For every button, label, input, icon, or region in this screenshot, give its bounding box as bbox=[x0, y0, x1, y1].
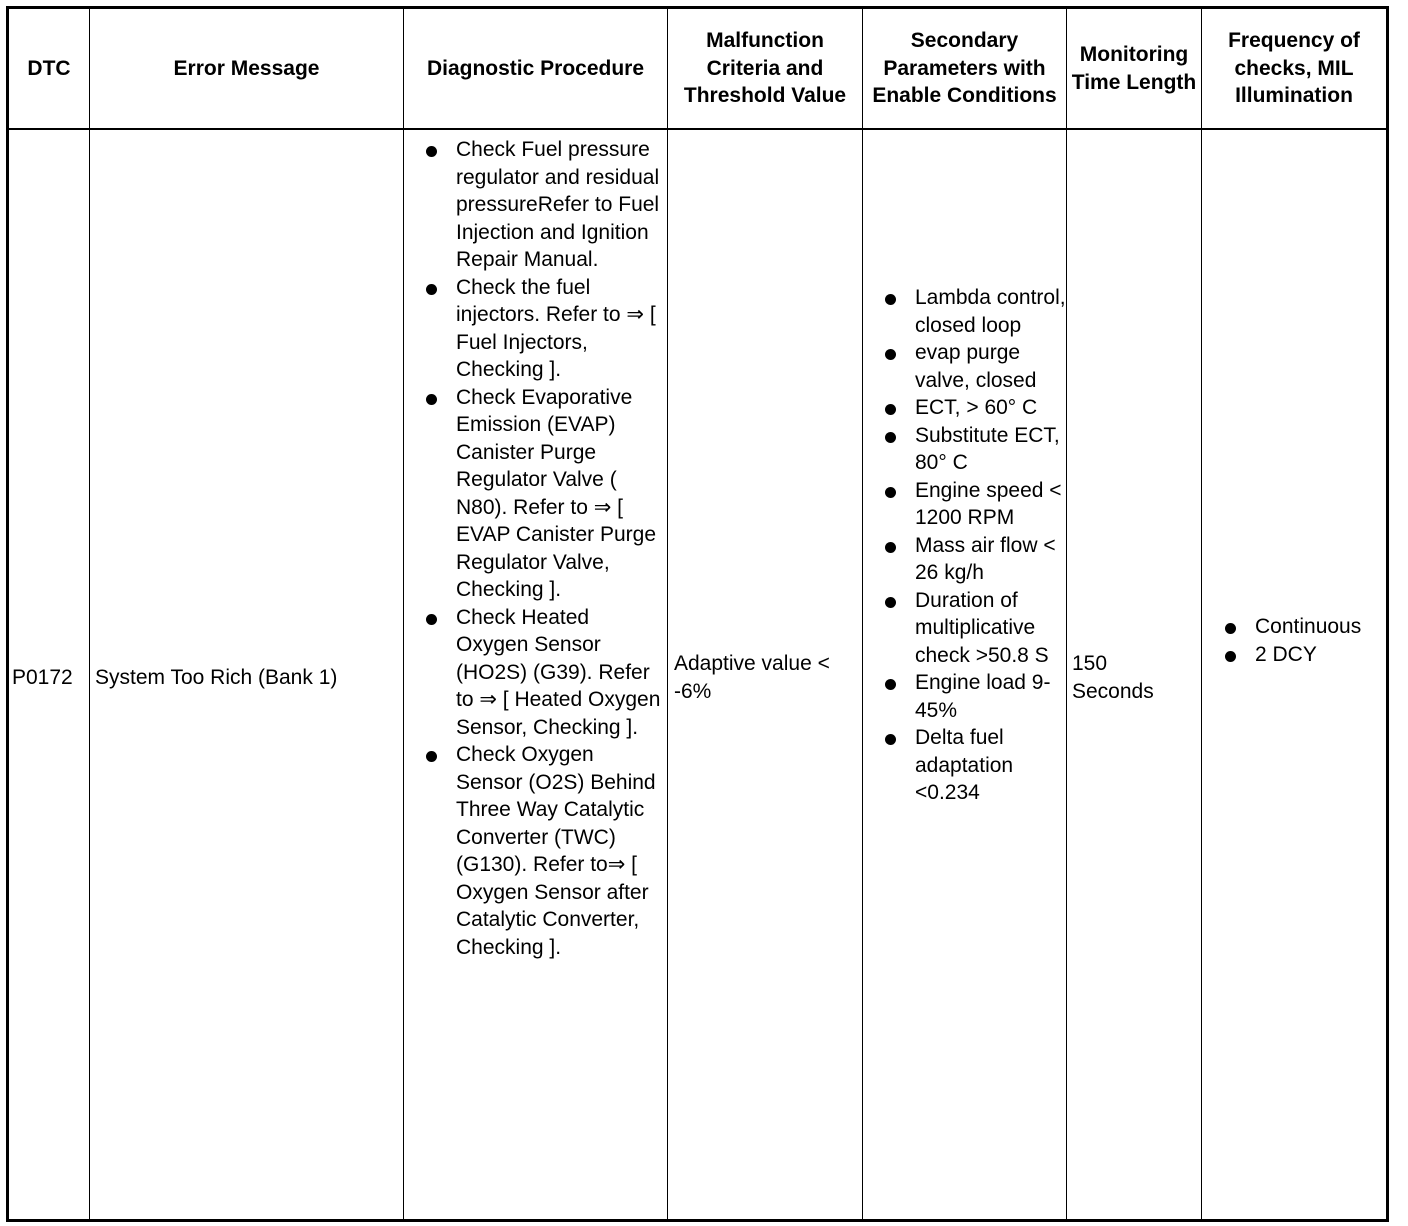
header-error-message: Error Message bbox=[173, 56, 320, 80]
column-divider bbox=[1066, 9, 1067, 1219]
monitoring-time: 150 Seconds bbox=[1072, 652, 1154, 703]
condition-item: ECT, > 60° C bbox=[883, 394, 1066, 422]
header-divider bbox=[9, 128, 1386, 130]
procedure-item: Check the fuel injectors. Refer to ⇒ [ Fuel Injectors, Checking ]. bbox=[424, 274, 664, 384]
header-frequency: Frequency of checks, MIL Illumination bbox=[1228, 29, 1360, 108]
condition-item: Delta fuel adaptation <0.234 bbox=[883, 724, 1066, 807]
header-dtc: DTC bbox=[27, 56, 71, 80]
procedure-item: Check Evaporative Emission (EVAP) Canister Purge Regulator Valve ( N80). Refer to ⇒ [ EVAP Canister Purge Regulator Valve, Checking ]. bbox=[424, 384, 664, 604]
column-divider bbox=[667, 9, 668, 1219]
malfunction-criteria: Adaptive value < -6% bbox=[674, 652, 830, 703]
frequency-list bbox=[1223, 613, 1393, 668]
procedure-item: Check Fuel pressure regulator and residual pressureRefer to Fuel Injection and Ignition Repair Manual. bbox=[424, 136, 664, 274]
condition-item: Mass air flow < 26 kg/h bbox=[883, 532, 1066, 587]
condition-item: Substitute ECT, 80° C bbox=[883, 422, 1066, 477]
error-message: System Too Rich (Bank 1) bbox=[95, 666, 338, 689]
header-secondary-parameters: Secondary Parameters with Enable Conditions bbox=[872, 29, 1057, 108]
dtc-code: P0172 bbox=[12, 666, 73, 689]
condition-item: Engine speed < 1200 RPM bbox=[883, 477, 1066, 532]
condition-item: Lambda control, closed loop bbox=[883, 284, 1066, 339]
header-diagnostic-procedure: Diagnostic Procedure bbox=[426, 56, 645, 80]
condition-item: Engine load 9-45% bbox=[883, 669, 1066, 724]
header-malfunction-criteria: Malfunction Criteria and Threshold Value bbox=[683, 29, 847, 108]
column-divider bbox=[403, 9, 404, 1219]
frequency-item: 2 DCY bbox=[1223, 641, 1393, 669]
dtc-table bbox=[6, 6, 1389, 1222]
procedure-item: Check Heated Oxygen Sensor (HO2S) (G39). Refer to ⇒ [ Heated Oxygen Sensor, Checking ]. bbox=[424, 604, 664, 742]
column-divider bbox=[862, 9, 863, 1219]
secondary-parameters-list bbox=[883, 284, 1066, 807]
column-divider bbox=[89, 9, 90, 1219]
condition-item: Duration of multiplicative check >50.8 S bbox=[883, 587, 1066, 670]
column-divider bbox=[1201, 9, 1202, 1219]
procedure-item: Check Oxygen Sensor (O2S) Behind Three Way Catalytic Converter (TWC) (G130). Refer to⇒ [ Oxygen Sensor after Catalytic Converter, Checking ]. bbox=[424, 741, 664, 961]
header-monitoring-time: Monitoring Time Length bbox=[1071, 43, 1197, 94]
condition-item: evap purge valve, closed bbox=[883, 339, 1066, 394]
frequency-item: Continuous bbox=[1223, 613, 1393, 641]
diagnostic-procedure-list bbox=[424, 136, 664, 961]
